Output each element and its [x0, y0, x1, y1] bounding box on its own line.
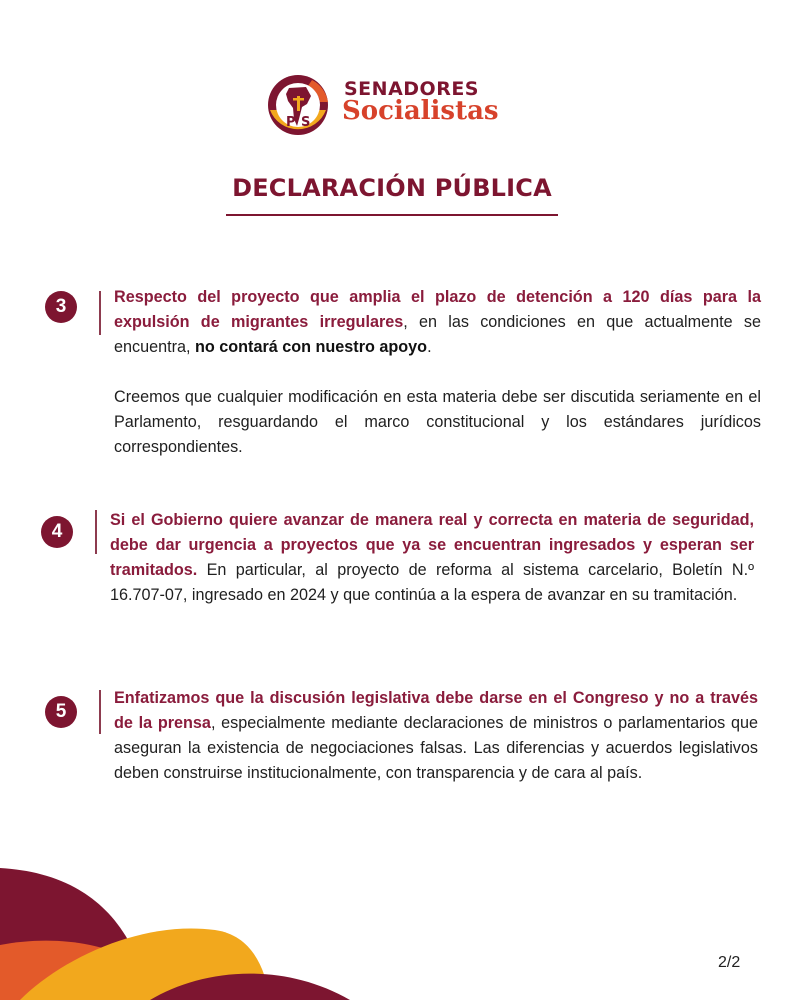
item-number-badge: 3 — [45, 291, 77, 323]
item-paragraph — [114, 385, 761, 460]
logo-line-senadores: SENADORES — [344, 78, 479, 100]
highlighted-text: Respecto del proyecto que amplia el plazo de detención a 120 días para la expulsión de migrantes irregulares — [114, 288, 761, 331]
ps-emblem-icon — [262, 70, 342, 136]
item-divider — [95, 510, 97, 554]
item-number-badge: 5 — [45, 696, 77, 728]
highlighted-text: Enfatizamos que la discusión legislativa debe darse en el Congreso y no a través de la prensa — [114, 689, 758, 732]
title-underline — [226, 214, 558, 216]
item-3-text — [114, 285, 761, 460]
body-text: , especialmente mediante declaraciones de ministros o parlamentarios que aseguran la existencia de negociaciones falsas. Las diferencias y acuerdos legislativos deben construirse institucionalmente, con transparencia y de cara al país. — [114, 714, 758, 782]
item-paragraph — [114, 686, 758, 786]
item-4-text — [110, 508, 754, 608]
body-text: En particular, al proyecto de reforma al sistema carcelario, Boletín N.º 16.707-07, ingresado en 2024 y que continúa a la espera de avanzar en su tramitación. — [110, 561, 754, 604]
senadores-socialistas-logo — [262, 70, 542, 136]
item-5-text — [114, 686, 758, 786]
item-divider — [99, 291, 101, 335]
logo-letter-p: P — [286, 115, 296, 130]
decorative-corner-shapes — [0, 850, 400, 1000]
highlighted-text: Si el Gobierno quiere avanzar de manera real y correcta en materia de seguridad, debe dar urgencia a proyectos que ya se encuentran ingresados y esperan ser tramitados. — [110, 511, 754, 579]
page-number: 2/2 — [718, 954, 741, 971]
item-number-badge: 4 — [41, 516, 73, 548]
body-text: Creemos que cualquier modificación en esta materia debe ser discutida seriamente en el Parlamento, resguardando el marco constitucional y los estándares jurídicos correspondientes. — [114, 388, 761, 456]
body-text: , en las condiciones en que actualmente se encuentra, — [114, 313, 761, 356]
item-paragraph — [110, 508, 754, 608]
page-title: DECLARACIÓN PÚBLICA — [232, 174, 552, 202]
logo-letter-s: S — [301, 115, 311, 130]
item-paragraph — [114, 285, 761, 360]
bold-text: no contará con nuestro apoyo — [195, 338, 428, 356]
logo-line-socialistas: Socialistas — [342, 96, 499, 126]
body-text: . — [427, 338, 432, 356]
item-divider — [99, 690, 101, 734]
